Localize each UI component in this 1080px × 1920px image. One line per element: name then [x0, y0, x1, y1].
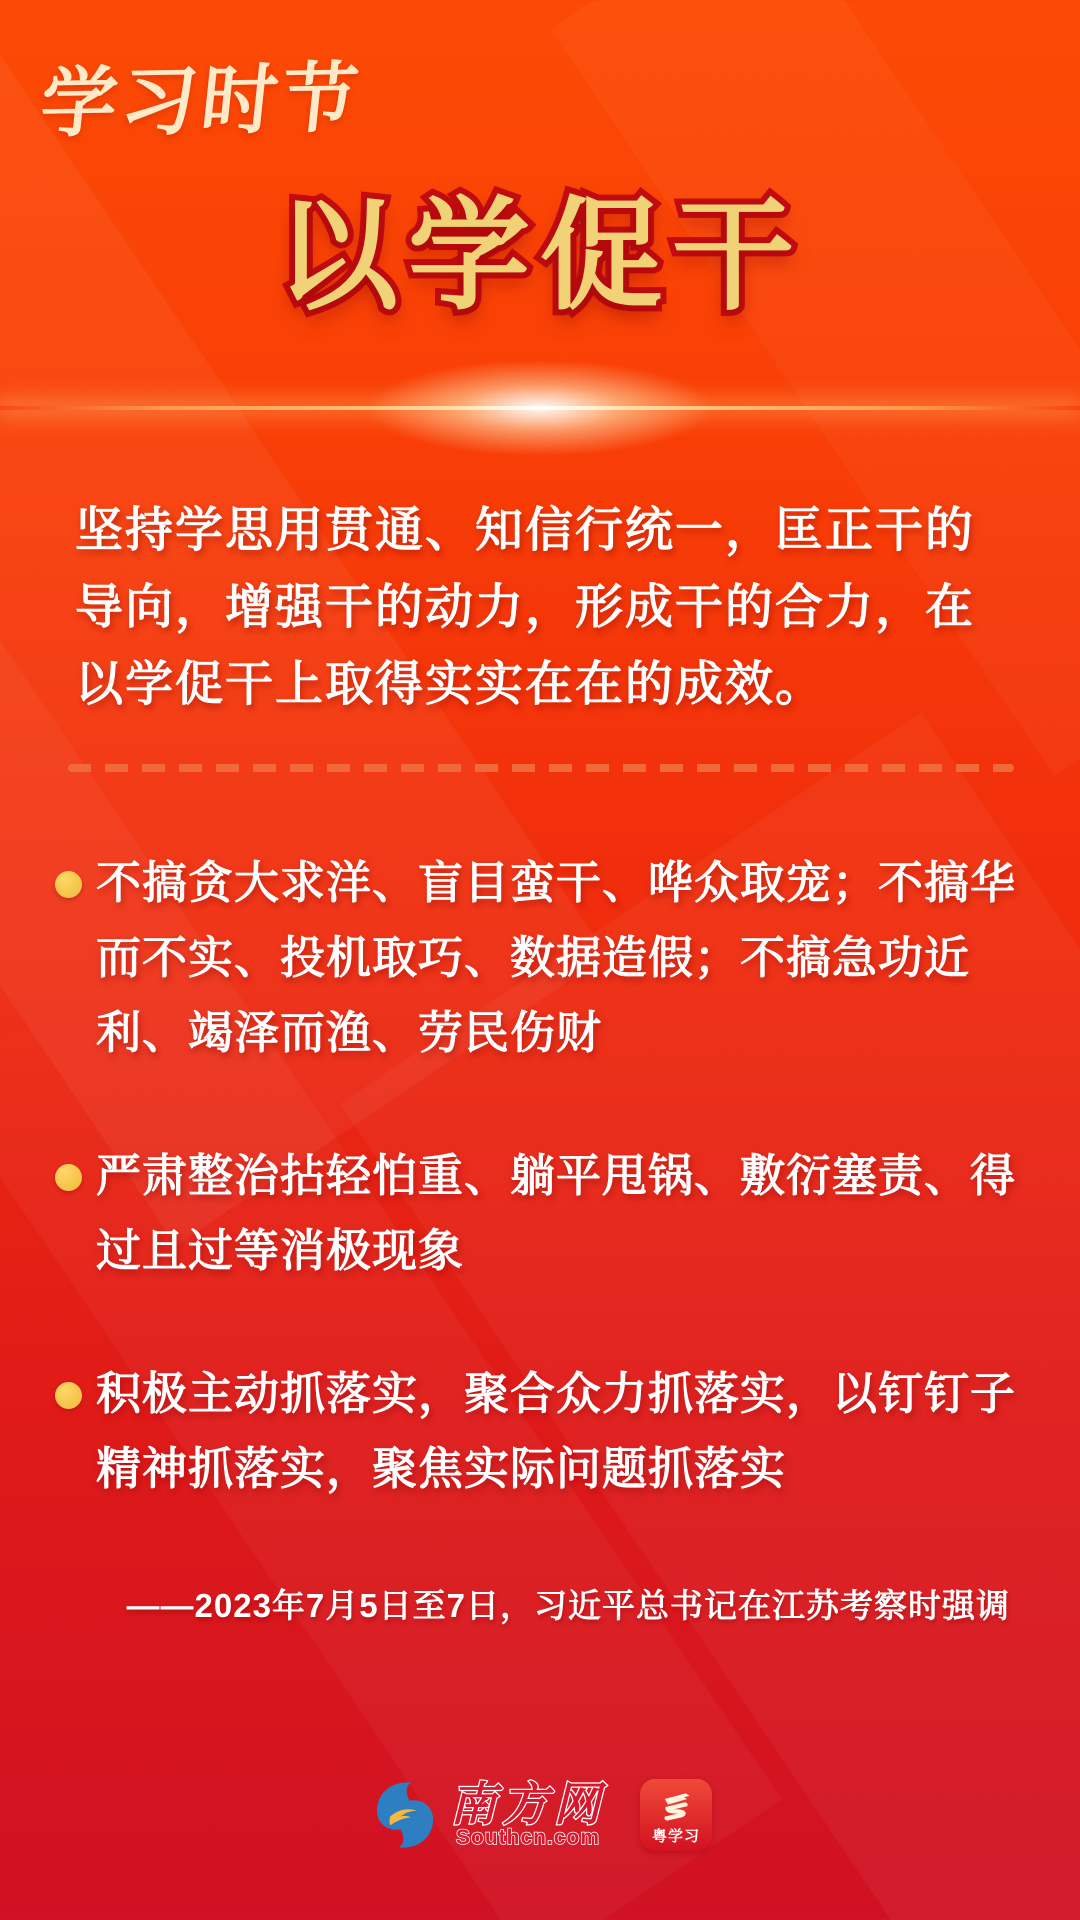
southcn-domain: Southcn.com [455, 1826, 600, 1849]
bullet-dot-icon [55, 1164, 82, 1191]
southcn-logo[interactable] [368, 1778, 606, 1852]
bullet-dot-icon [55, 871, 82, 898]
southcn-s-swirl-icon [368, 1778, 442, 1852]
quote-attribution: ——2023年7月5日至7日，习近平总书记在江苏考察时强调 [126, 1587, 1010, 1624]
dashed-divider [68, 764, 1014, 772]
key-points-list [55, 845, 1022, 1574]
list-item-text: 积极主动抓落实，聚合众力抓落实，以钉钉子精神抓落实，聚焦实际问题抓落实 [96, 1368, 1017, 1494]
bullet-dot-icon [55, 1382, 82, 1409]
footer-logos [0, 1778, 1080, 1852]
southcn-name: 南方网 [450, 1778, 606, 1830]
yuexuexi-app-icon[interactable] [640, 1779, 712, 1851]
list-item [55, 1356, 1022, 1506]
poster-title-text: 以学促干 [276, 188, 804, 324]
list-item [55, 1138, 1022, 1288]
yuexuexi-name: 粤学习 [651, 1828, 700, 1845]
flare-line [0, 406, 1080, 410]
southcn-text-column [450, 1780, 606, 1850]
poster-title [0, 158, 1080, 333]
list-item [55, 845, 1022, 1070]
flare-glow-core [360, 358, 720, 458]
list-item-text: 严肃整治拈轻怕重、躺平甩锅、敷衍塞责、得过且过等消极现象 [96, 1150, 1017, 1276]
yuexuexi-book-s-icon [656, 1787, 696, 1827]
light-flare-divider [0, 380, 1080, 440]
brand-logo: 学习时节 [36, 56, 367, 147]
list-item-text: 不搞贪大求洋、盲目蛮干、哗众取宠；不搞华而不实、投机取巧、数据造假；不搞急功近利、竭泽而渔、劳民伤财 [96, 857, 1017, 1058]
main-quote: 坚持学思用贯通、知信行统一，匡正干的导向，增强干的动力，形成干的合力，在以学促干上取得实实在在的成效。 [75, 504, 976, 711]
